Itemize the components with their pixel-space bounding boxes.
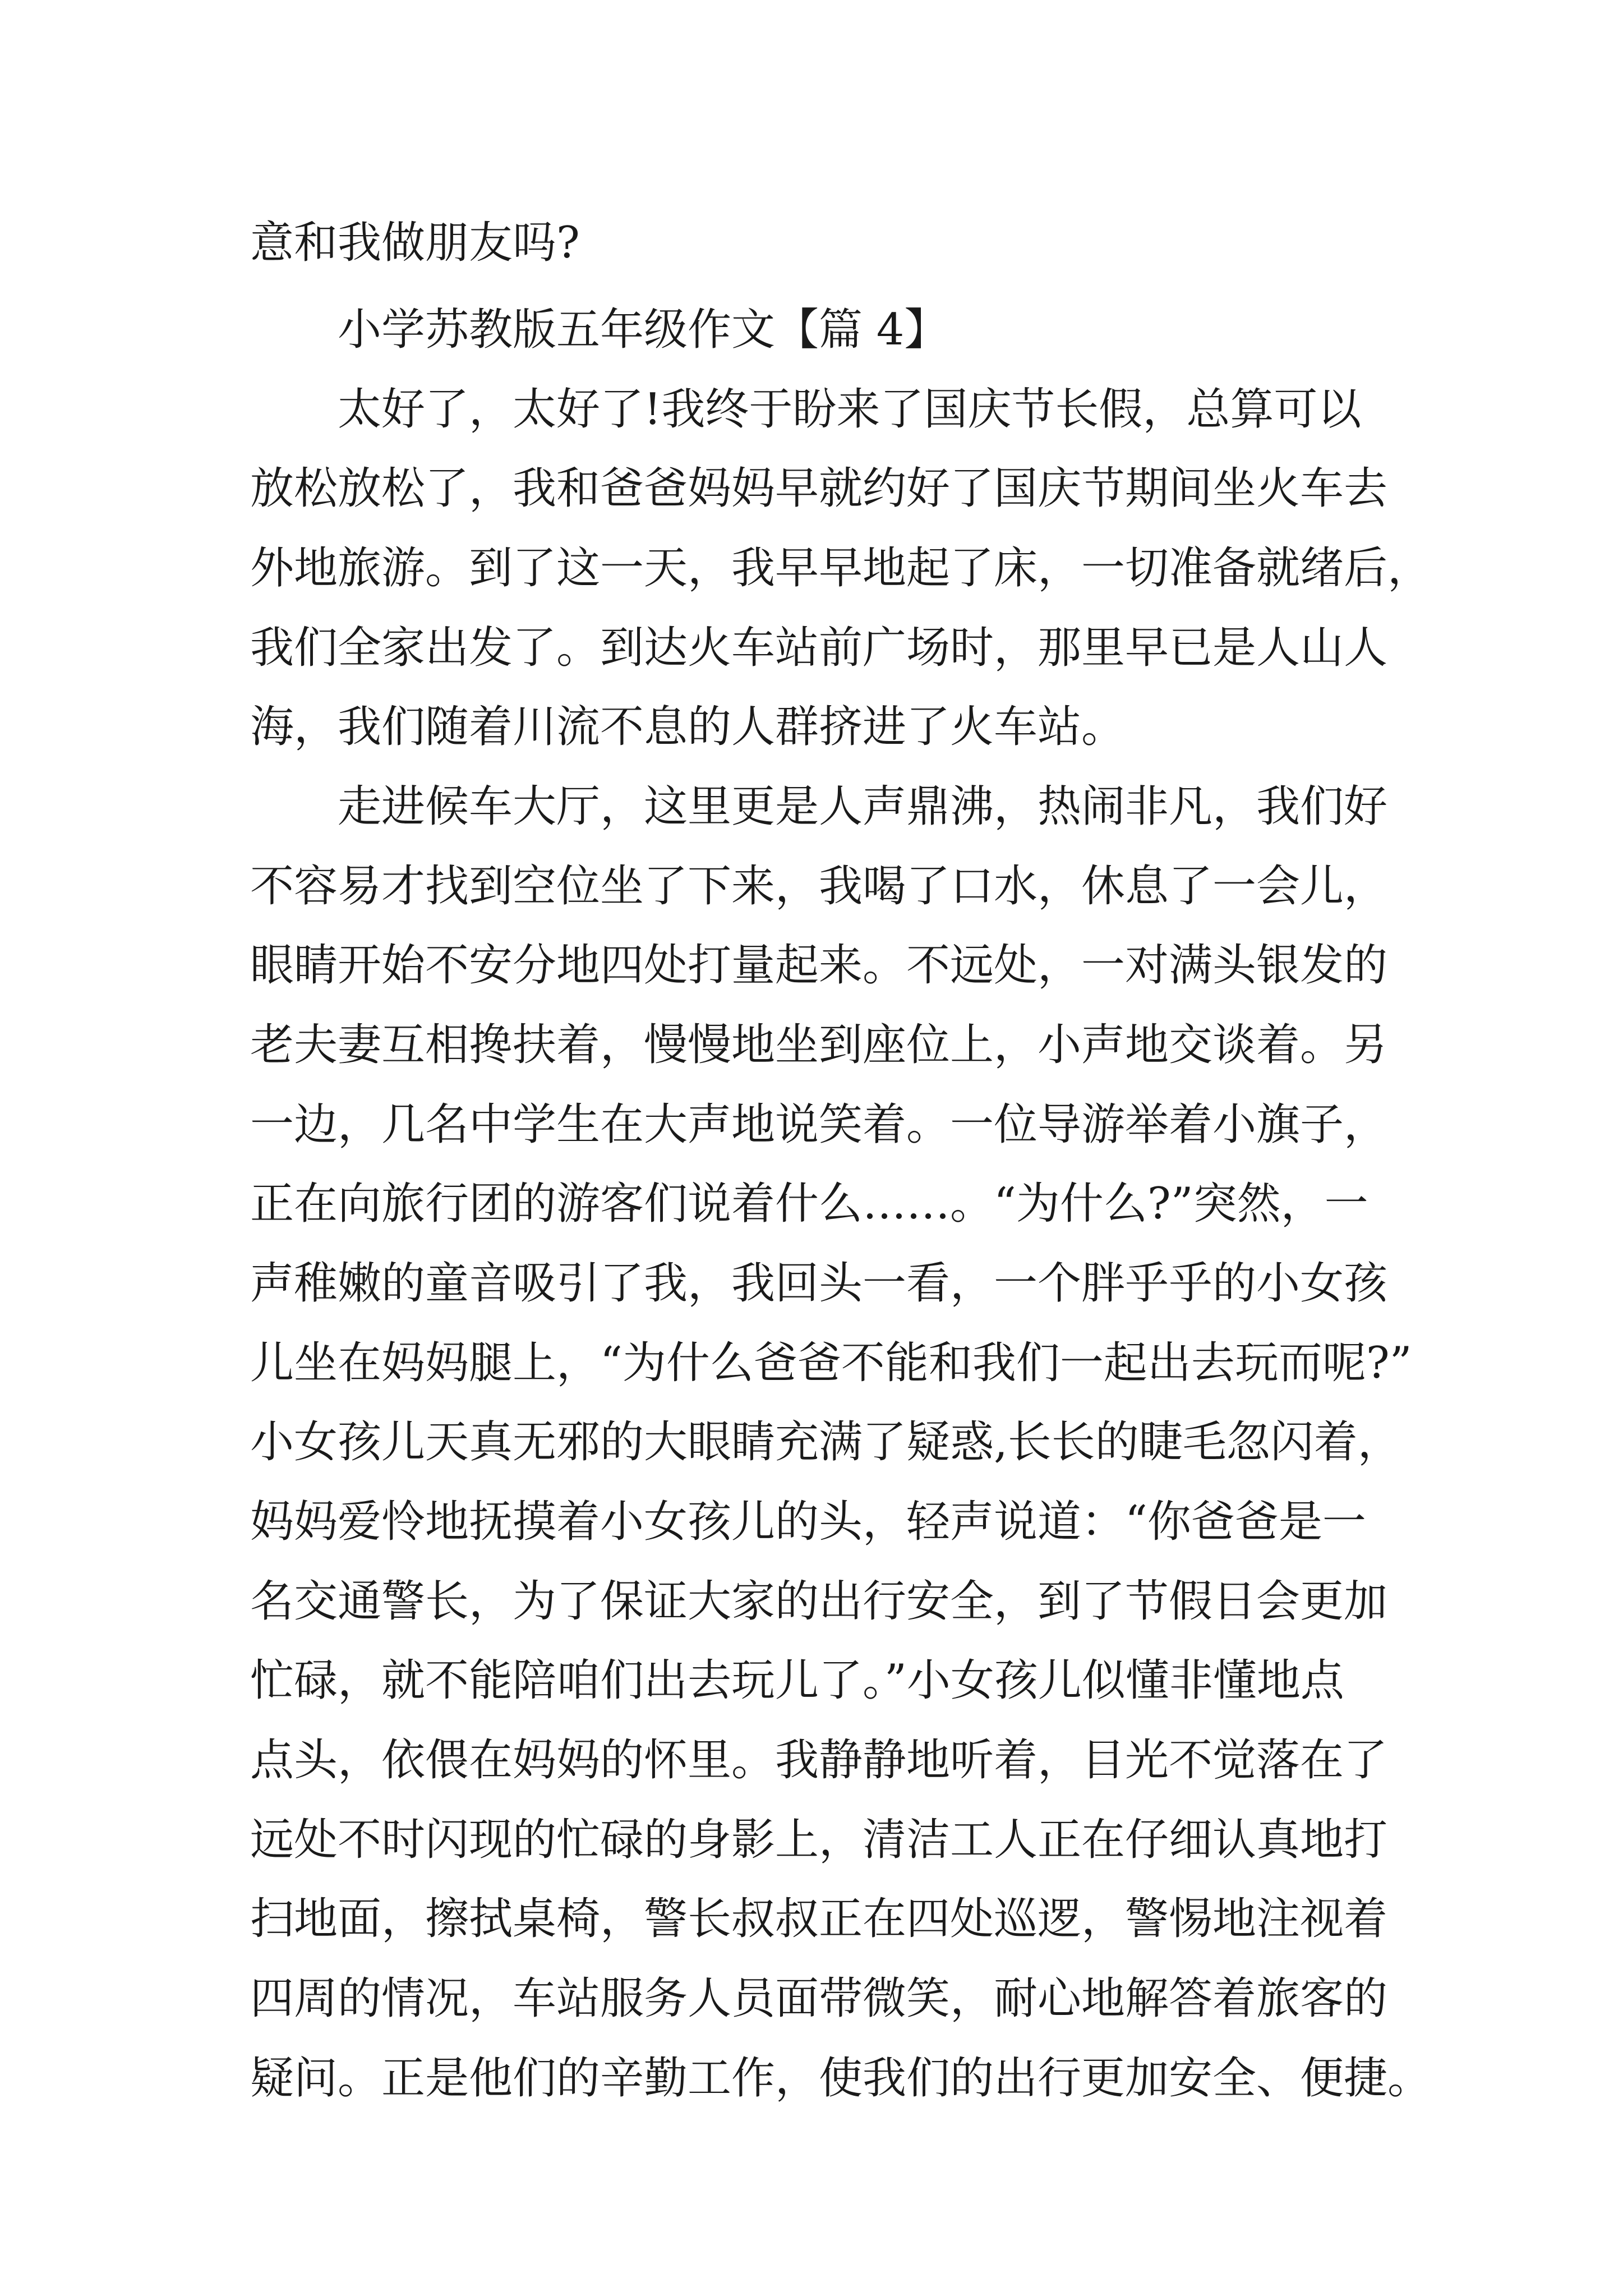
text-line: 名交通警长，为了保证大家的出行安全，到了节假日会更加: [250, 1576, 1388, 1627]
text-line: 不容易才找到空位坐了下来，我喝了口水，休息了一会儿，: [250, 861, 1388, 912]
text-line: 儿坐在妈妈腿上，“为什么爸爸不能和我们一起出去玩而呢?”: [250, 1338, 1412, 1388]
text-line: 太好了，太好了!我终于盼来了国庆节长假，总算可以: [338, 384, 1362, 435]
text-line: 点头，依偎在妈妈的怀里。我静静地听着，目光不觉落在了: [250, 1735, 1388, 1786]
text-line: 一边，几名中学生在大声地说笑着。一位导游举着小旗子，: [250, 1099, 1388, 1150]
text-line: 正在向旅行团的游客们说着什么……。“为什么?”突然，一: [250, 1179, 1368, 1229]
text-line: 走进候车大厅，这里更是人声鼎沸，热闹非凡，我们好: [338, 781, 1388, 832]
text-line: 我们全家出发了。到达火车站前广场时，那里早已是人山人: [250, 623, 1388, 673]
section-heading: 小学苏教版五年级作文【篇 4】: [338, 305, 948, 355]
text-line: 疑问。正是他们的辛勤工作，使我们的出行更加安全、便捷。: [250, 2053, 1432, 2104]
text-line: 放松放松了，我和爸爸妈妈早就约好了国庆节期间坐火车去: [250, 463, 1388, 514]
text-line: 扫地面，擦拭桌椅，警长叔叔正在四处巡逻，警惕地注视着: [250, 1894, 1388, 1944]
text-line: 眼睛开始不安分地四处打量起来。不远处，一对满头银发的: [250, 940, 1388, 991]
text-line: 声稚嫩的童音吸引了我，我回头一看，一个胖乎乎的小女孩: [250, 1258, 1388, 1309]
text-line: 意和我做朋友吗?: [250, 218, 580, 268]
text-line: 忙碌，就不能陪咱们出去玩儿了。”小女孩儿似懂非懂地点: [250, 1655, 1344, 1706]
text-line: 四周的情况，车站服务人员面带微笑，耐心地解答着旅客的: [250, 1973, 1388, 2024]
text-line: 妈妈爱怜地抚摸着小女孩儿的头，轻声说道：“你爸爸是一: [250, 1497, 1366, 1547]
text-line: 远处不时闪现的忙碌的身影上，清洁工人正在仔细认真地打: [250, 1815, 1388, 1865]
text-line: 外地旅游。到了这一天，我早早地起了床，一切准备就绪后，: [250, 543, 1432, 593]
text-line: 老夫妻互相搀扶着，慢慢地坐到座位上，小声地交谈着。另: [250, 1020, 1388, 1070]
text-line: 小女孩儿天真无邪的大眼睛充满了疑惑,长长的睫毛忽闪着，: [250, 1417, 1401, 1467]
text-line: 海，我们随着川流不息的人群挤进了火车站。: [250, 702, 1126, 752]
